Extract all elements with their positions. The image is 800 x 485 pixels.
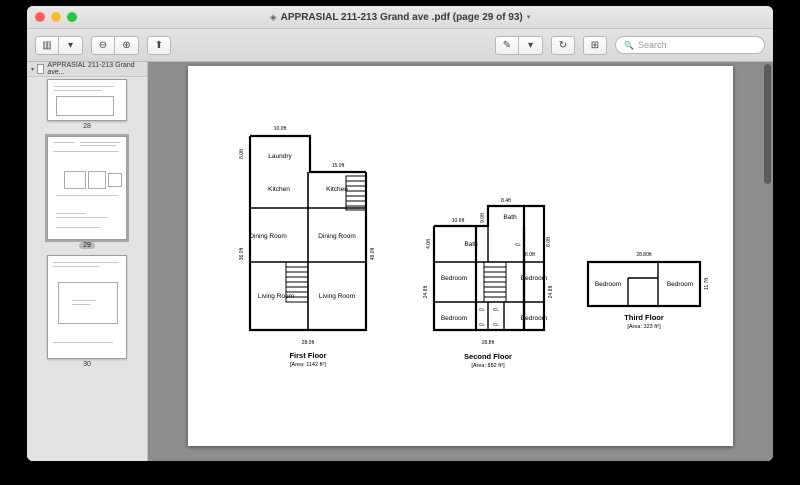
markup-button[interactable]: ✎ [495,36,519,55]
sidebar-options-caret[interactable]: ▾ [59,36,83,55]
room-label-bedroom-3: Bedroom [440,315,468,322]
markup-caret[interactable]: ▾ [519,36,543,55]
room-label-kitchen-1: Kitchen [268,186,290,193]
dim-second-height-right: 24.8ft [548,285,554,299]
dim-third-width: 28.80ft [636,252,652,258]
preview-window [27,6,773,461]
thumbnail-page-29[interactable] [47,136,127,240]
sidebar-header[interactable] [27,62,147,77]
room-label-dining-1: Dining Room [249,233,287,240]
search-field[interactable] [615,36,765,54]
room-label-cl-1: CL [479,307,485,312]
room-label-bath-2: Bath [503,214,517,221]
dim-second-side-e: 6.0ft [525,252,535,258]
pdf-page [188,66,733,446]
dim-second-side-a: 10.6ft [451,218,465,224]
search-icon: 🔍 [624,40,634,50]
thumbnail-item-29[interactable] [27,136,147,249]
dim-first-bump-width: 10.0ft [273,126,287,132]
thumbnail-list[interactable] [27,77,147,461]
thumbnail-page-28[interactable] [47,79,127,121]
window-title-text: APPRASIAL 211-213 Grand ave .pdf (page 29 of 93) [280,11,523,23]
dim-first-bump-height: 8.0ft [239,149,245,159]
room-label-cl-4: CL [493,322,499,327]
search-placeholder: Search [637,40,667,50]
room-label-bedroom-6: Bedroom [666,281,694,288]
room-label-living-2: Living Room [318,293,356,300]
room-label-bedroom-1: Bedroom [440,275,468,282]
dim-first-height-left: 36.0ft [239,247,245,261]
dim-first-top-width: 15.0ft [331,163,345,169]
room-label-dining-2: Dining Room [318,233,356,240]
plan-area-third-floor: [Area: 323 ft²] [627,324,661,330]
toolbar [27,29,773,62]
plan-title-third-floor: Third Floor [624,313,664,322]
zoom-out-button[interactable]: ⊖ [91,36,115,55]
dim-second-side-d: 8.0ft [546,237,552,247]
dim-second-side-c: 4.0ft [426,239,432,249]
document-icon: ◈ [269,11,277,22]
document-icon [37,64,44,74]
chevron-down-icon[interactable]: ▾ [526,14,531,21]
zoom-group[interactable] [91,36,139,55]
room-label-laundry: Laundry [268,153,292,160]
vertical-scrollbar[interactable] [764,64,771,459]
dim-second-width: 28.8ft [481,340,495,346]
share-button[interactable]: ⬆ [147,36,171,55]
dim-third-height-right: 11.7ft [704,277,710,291]
thumbnail-number-28: 28 [83,123,91,130]
thumbnail-number-29: 29 [79,242,95,249]
window-title [27,6,773,28]
sidebar-toggle-button[interactable]: ▥ [35,36,59,55]
room-label-cl-2: CL [493,307,499,312]
plan-title-second-floor: Second Floor [464,352,512,361]
plan-area-second-floor: [Area: 882 ft²] [471,363,505,369]
floorplan-drawing [188,66,733,446]
room-label-cl-3: CL [479,322,485,327]
rotate-button[interactable]: ↻ [551,36,575,55]
room-label-bedroom-5: Bedroom [594,281,622,288]
markup-group[interactable] [495,36,543,55]
plan-area-first-floor: [Area: 1142 ft²] [290,362,326,368]
room-label-kitchen-2: Kitchen [326,186,348,193]
dim-first-width: 28.0ft [301,340,315,346]
window-body [27,62,773,461]
dim-second-side-b: 9.0ft [480,213,486,223]
room-label-bedroom-4: Bedroom [520,315,548,322]
crop-button[interactable]: ⊞ [583,36,607,55]
dim-second-top-width: 8.4ft [501,198,511,204]
room-label-bedroom-2: Bedroom [520,275,548,282]
dim-first-height-right: 48.0ft [370,247,376,261]
room-label-bath-1: Bath [464,241,478,248]
room-label-cl-5: CL [515,242,521,247]
thumbnail-page-30[interactable] [47,255,127,359]
sidebar-header-label: APPRASIAL 211-213 Grand ave... [47,62,135,76]
room-label-living-1: Living Room [257,293,295,300]
page-viewer[interactable] [148,62,773,461]
dim-second-height-left: 24.8ft [423,285,429,299]
title-bar[interactable] [27,6,773,29]
sidebar-toggle-group[interactable] [35,36,83,55]
thumbnail-sidebar [27,62,148,461]
thumbnail-number-30: 30 [83,361,91,368]
scrollbar-thumb[interactable] [764,64,771,184]
thumbnail-item-28[interactable] [27,79,147,130]
zoom-in-button[interactable]: ⊕ [115,36,139,55]
chevron-down-icon[interactable]: ▾ [31,66,35,73]
thumbnail-item-30[interactable] [27,255,147,368]
plan-title-first-floor: First Floor [289,351,327,360]
